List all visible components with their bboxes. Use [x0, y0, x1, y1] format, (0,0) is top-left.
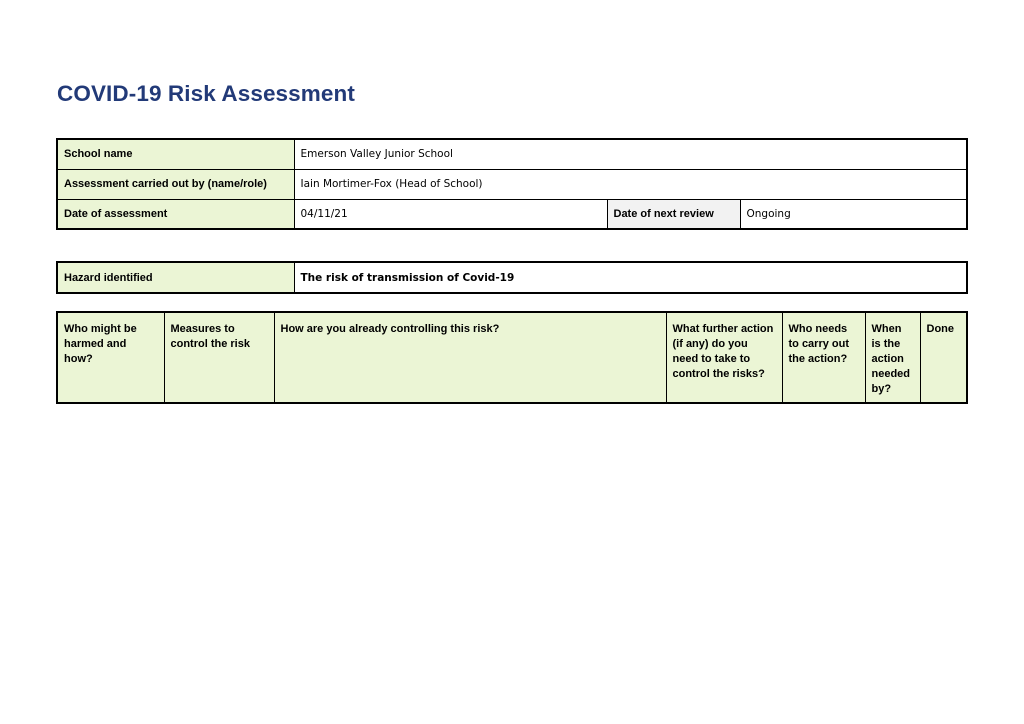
next-review-value: Ongoing [740, 199, 967, 229]
column-header: Who needs to carry out the action? [782, 312, 865, 403]
school-name-value: Emerson Valley Junior School [294, 139, 967, 169]
column-header: When is the action needed by? [865, 312, 920, 403]
column-header: Who might be harmed and how? [57, 312, 164, 403]
hazard-row [57, 262, 967, 293]
date-row [57, 199, 967, 229]
risk-control-table [56, 311, 968, 404]
column-header: Measures to control the risk [164, 312, 274, 403]
date-of-assessment-label: Date of assessment [57, 199, 294, 229]
hazard-value: The risk of transmission of Covid-19 [294, 262, 967, 293]
hazard-label: Hazard identified [57, 262, 294, 293]
column-header: How are you already controlling this risk? [274, 312, 666, 403]
assessor-value: Iain Mortimer-Fox (Head of School) [294, 169, 967, 199]
assessor-label: Assessment carried out by (name/role) [57, 169, 294, 199]
school-name-row [57, 139, 967, 169]
risk-table-header-row [57, 312, 967, 403]
column-header: What further action (if any) do you need to take to control the risks? [666, 312, 782, 403]
column-header: Done [920, 312, 967, 403]
next-review-label: Date of next review [607, 199, 740, 229]
school-name-label: School name [57, 139, 294, 169]
assessor-row [57, 169, 967, 199]
assessment-info-table [56, 138, 968, 230]
hazard-table [56, 261, 968, 294]
date-of-assessment-value: 04/11/21 [294, 199, 607, 229]
page-title: COVID-19 Risk Assessment [57, 81, 355, 106]
